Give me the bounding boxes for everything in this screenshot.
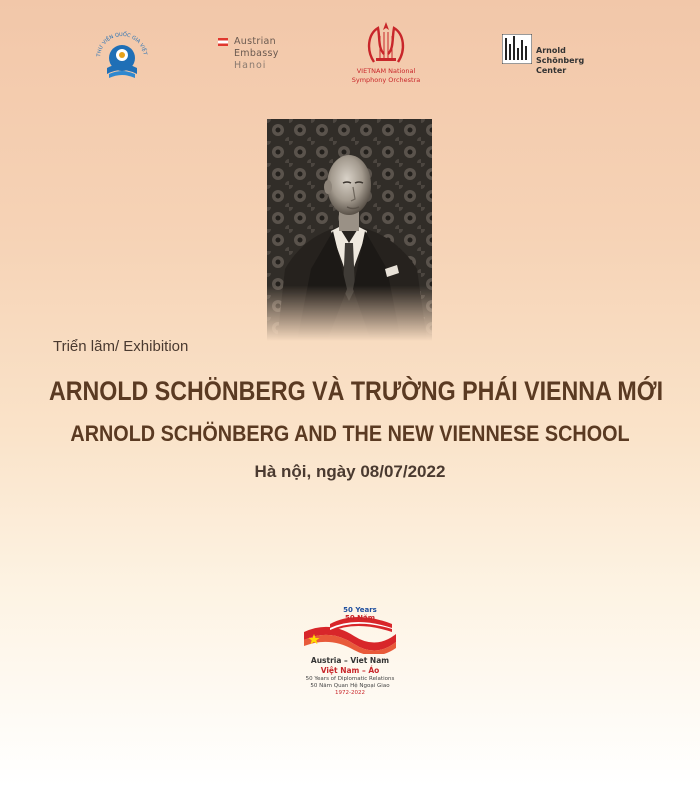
schoenberg-center-mark-icon	[502, 34, 532, 64]
event-date: Hà nội, ngày 08/07/2022	[254, 462, 446, 481]
library-emblem-icon	[92, 28, 152, 84]
schoenberg-center-line-3: Center	[536, 66, 567, 75]
anniversary-line-2: Việt Nam – Áo	[320, 666, 380, 675]
badge-years-vn: 50 Năm	[344, 614, 376, 622]
anniversary-logo	[300, 602, 400, 702]
lyre-icon	[344, 20, 428, 66]
national-library-logo	[92, 28, 152, 84]
embassy-line-3: Hanoi	[234, 60, 267, 71]
title-english: ARNOLD SCHÖNBERG AND THE NEW VIENNESE SCHOOL	[70, 421, 630, 446]
anniversary-line-1: Austria – Viet Nam	[310, 656, 390, 665]
austria-flag-icon	[218, 38, 228, 46]
flag-ribbon-icon	[300, 602, 400, 654]
partner-logos	[0, 20, 700, 90]
composer-portrait	[267, 119, 432, 341]
vnso-line-1: VIETNAM National	[356, 67, 416, 75]
anniversary-line-5: 1972-2022	[335, 690, 365, 696]
embassy-line-2: Embassy	[234, 48, 279, 59]
anniversary-line-3: 50 Years of Diplomatic Relations	[305, 676, 395, 682]
embassy-line-1: Austrian	[234, 36, 276, 47]
vnso-line-2: Symphony Orchestra	[351, 76, 421, 84]
anniversary-line-4: 50 Năm Quan Hệ Ngoại Giao	[310, 683, 390, 689]
vnso-logo	[344, 20, 428, 86]
library-arc-text: THƯ VIỆN QUỐC GIA VIỆT	[96, 31, 148, 57]
title-vietnamese: ARNOLD SCHÖNBERG VÀ TRƯỜNG PHÁI VIENNA MỚI	[49, 376, 664, 406]
badge-years-en: 50 Years	[343, 606, 377, 614]
schoenberg-center-line-2: Schönberg	[536, 56, 585, 65]
portrait-photo	[267, 119, 432, 341]
exhibition-label: Triển lãm/ Exhibition	[53, 338, 189, 355]
schoenberg-center-line-1: Arnold	[536, 46, 566, 55]
